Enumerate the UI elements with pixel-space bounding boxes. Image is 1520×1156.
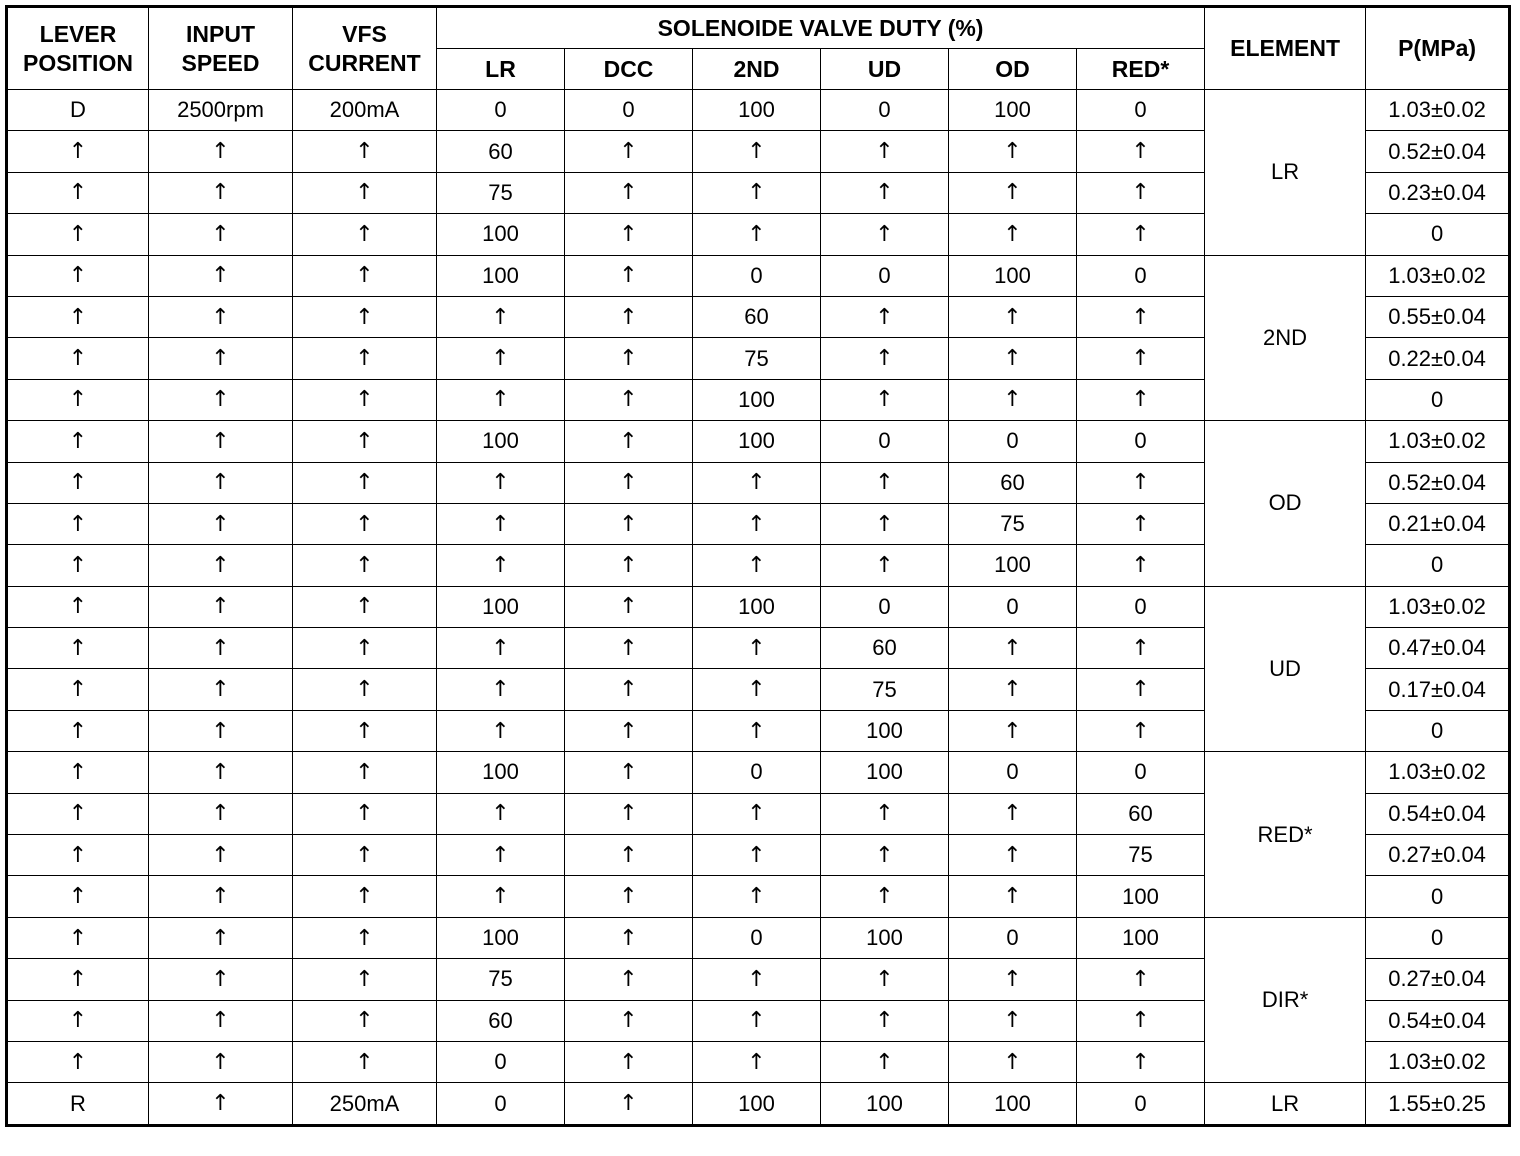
header-input-speed: INPUT SPEED xyxy=(149,7,293,90)
cell-lr-duty: ↑ xyxy=(437,876,565,917)
cell-lr-duty: ↑ xyxy=(437,710,565,751)
cell-input-speed: ↑ xyxy=(149,959,293,1000)
header-solenoid-od: OD xyxy=(949,49,1077,90)
cell-lever-position: ↑ xyxy=(7,752,149,793)
cell-od-duty: ↑ xyxy=(949,793,1077,834)
cell-lr-duty: 60 xyxy=(437,131,565,172)
cell-2nd-duty: ↑ xyxy=(693,172,821,213)
table-row xyxy=(7,90,1510,131)
spec-table-container xyxy=(5,5,1511,1127)
cell-red-duty: ↑ xyxy=(1077,131,1205,172)
cell-2nd-duty: 100 xyxy=(693,421,821,462)
cell-dcc-duty: ↑ xyxy=(565,462,693,503)
cell-pressure: 0.27±0.04 xyxy=(1366,959,1510,1000)
cell-2nd-duty: ↑ xyxy=(693,628,821,669)
cell-lr-duty: ↑ xyxy=(437,379,565,420)
cell-2nd-duty: 60 xyxy=(693,296,821,337)
cell-od-duty: 0 xyxy=(949,917,1077,958)
cell-lever-position: ↑ xyxy=(7,876,149,917)
cell-vfs-current: ↑ xyxy=(293,545,437,586)
cell-ud-duty: ↑ xyxy=(821,462,949,503)
cell-2nd-duty: 0 xyxy=(693,752,821,793)
cell-od-duty: 100 xyxy=(949,90,1077,131)
cell-lever-position: ↑ xyxy=(7,1000,149,1041)
cell-input-speed: ↑ xyxy=(149,1083,293,1125)
cell-od-duty: 0 xyxy=(949,421,1077,462)
cell-red-duty: ↑ xyxy=(1077,710,1205,751)
table-row xyxy=(7,255,1510,296)
cell-ud-duty: 100 xyxy=(821,1083,949,1125)
cell-vfs-current: ↑ xyxy=(293,172,437,213)
cell-red-duty: ↑ xyxy=(1077,503,1205,544)
cell-lever-position: ↑ xyxy=(7,793,149,834)
cell-2nd-duty: 75 xyxy=(693,338,821,379)
cell-pressure: 0 xyxy=(1366,710,1510,751)
cell-ud-duty: ↑ xyxy=(821,793,949,834)
cell-element: LR xyxy=(1205,90,1366,256)
cell-pressure: 1.03±0.02 xyxy=(1366,752,1510,793)
cell-input-speed: ↑ xyxy=(149,421,293,462)
cell-lr-duty: ↑ xyxy=(437,462,565,503)
cell-lever-position: ↑ xyxy=(7,959,149,1000)
cell-lever-position: ↑ xyxy=(7,628,149,669)
cell-od-duty: ↑ xyxy=(949,710,1077,751)
cell-ud-duty: 100 xyxy=(821,917,949,958)
cell-lr-duty: ↑ xyxy=(437,338,565,379)
cell-2nd-duty: ↑ xyxy=(693,462,821,503)
header-solenoid-dcc: DCC xyxy=(565,49,693,90)
cell-vfs-current: ↑ xyxy=(293,214,437,255)
cell-input-speed: ↑ xyxy=(149,710,293,751)
cell-lever-position: ↑ xyxy=(7,338,149,379)
cell-red-duty: ↑ xyxy=(1077,214,1205,255)
cell-lever-position: R xyxy=(7,1083,149,1125)
cell-vfs-current: ↑ xyxy=(293,752,437,793)
cell-pressure: 0.54±0.04 xyxy=(1366,793,1510,834)
cell-dcc-duty: ↑ xyxy=(565,917,693,958)
cell-ud-duty: ↑ xyxy=(821,503,949,544)
cell-lr-duty: 100 xyxy=(437,421,565,462)
cell-lr-duty: ↑ xyxy=(437,835,565,876)
cell-vfs-current: ↑ xyxy=(293,959,437,1000)
cell-lever-position: ↑ xyxy=(7,131,149,172)
cell-dcc-duty: ↑ xyxy=(565,421,693,462)
cell-ud-duty: ↑ xyxy=(821,214,949,255)
cell-red-duty: ↑ xyxy=(1077,669,1205,710)
cell-2nd-duty: ↑ xyxy=(693,876,821,917)
cell-2nd-duty: ↑ xyxy=(693,710,821,751)
cell-lever-position: D xyxy=(7,90,149,131)
cell-input-speed: ↑ xyxy=(149,503,293,544)
cell-input-speed: ↑ xyxy=(149,669,293,710)
cell-pressure: 0 xyxy=(1366,214,1510,255)
cell-pressure: 0 xyxy=(1366,545,1510,586)
cell-ud-duty: ↑ xyxy=(821,172,949,213)
cell-input-speed: ↑ xyxy=(149,876,293,917)
cell-input-speed: ↑ xyxy=(149,917,293,958)
cell-pressure: 1.03±0.02 xyxy=(1366,90,1510,131)
cell-lever-position: ↑ xyxy=(7,503,149,544)
cell-red-duty: ↑ xyxy=(1077,172,1205,213)
cell-2nd-duty: 0 xyxy=(693,917,821,958)
cell-od-duty: ↑ xyxy=(949,1000,1077,1041)
table-row xyxy=(7,917,1510,958)
cell-od-duty: 0 xyxy=(949,586,1077,627)
cell-2nd-duty: ↑ xyxy=(693,835,821,876)
cell-ud-duty: ↑ xyxy=(821,545,949,586)
cell-lr-duty: ↑ xyxy=(437,793,565,834)
cell-vfs-current: ↑ xyxy=(293,338,437,379)
cell-vfs-current: ↑ xyxy=(293,131,437,172)
cell-input-speed: ↑ xyxy=(149,462,293,503)
cell-ud-duty: ↑ xyxy=(821,1000,949,1041)
cell-od-duty: 60 xyxy=(949,462,1077,503)
cell-red-duty: ↑ xyxy=(1077,1041,1205,1082)
cell-od-duty: ↑ xyxy=(949,876,1077,917)
table-row xyxy=(7,752,1510,793)
header-solenoid-valve-duty: SOLENOIDE VALVE DUTY (%) xyxy=(437,7,1205,49)
cell-2nd-duty: ↑ xyxy=(693,959,821,1000)
cell-element: DIR* xyxy=(1205,917,1366,1083)
cell-red-duty: ↑ xyxy=(1077,462,1205,503)
cell-ud-duty: 75 xyxy=(821,669,949,710)
cell-lr-duty: ↑ xyxy=(437,296,565,337)
cell-red-duty: 75 xyxy=(1077,835,1205,876)
cell-lr-duty: 60 xyxy=(437,1000,565,1041)
cell-od-duty: 100 xyxy=(949,255,1077,296)
cell-od-duty: ↑ xyxy=(949,379,1077,420)
cell-vfs-current: ↑ xyxy=(293,835,437,876)
cell-dcc-duty: ↑ xyxy=(565,669,693,710)
cell-pressure: 0.17±0.04 xyxy=(1366,669,1510,710)
cell-lr-duty: ↑ xyxy=(437,545,565,586)
cell-pressure: 1.03±0.02 xyxy=(1366,1041,1510,1082)
cell-lever-position: ↑ xyxy=(7,586,149,627)
cell-ud-duty: ↑ xyxy=(821,835,949,876)
header-pressure: P(MPa) xyxy=(1366,7,1510,90)
cell-lr-duty: 0 xyxy=(437,1083,565,1125)
cell-vfs-current: 200mA xyxy=(293,90,437,131)
cell-od-duty: ↑ xyxy=(949,835,1077,876)
cell-red-duty: ↑ xyxy=(1077,628,1205,669)
cell-lever-position: ↑ xyxy=(7,214,149,255)
cell-pressure: 0.55±0.04 xyxy=(1366,296,1510,337)
cell-element: OD xyxy=(1205,421,1366,587)
cell-red-duty: ↑ xyxy=(1077,338,1205,379)
cell-lr-duty: ↑ xyxy=(437,628,565,669)
cell-red-duty: ↑ xyxy=(1077,1000,1205,1041)
cell-dcc-duty: ↑ xyxy=(565,338,693,379)
cell-vfs-current: ↑ xyxy=(293,1041,437,1082)
cell-2nd-duty: ↑ xyxy=(693,131,821,172)
cell-ud-duty: 60 xyxy=(821,628,949,669)
cell-input-speed: ↑ xyxy=(149,214,293,255)
cell-2nd-duty: ↑ xyxy=(693,669,821,710)
cell-lr-duty: 100 xyxy=(437,214,565,255)
cell-dcc-duty: 0 xyxy=(565,90,693,131)
cell-dcc-duty: ↑ xyxy=(565,959,693,1000)
cell-vfs-current: 250mA xyxy=(293,1083,437,1125)
cell-2nd-duty: ↑ xyxy=(693,214,821,255)
header-element: ELEMENT xyxy=(1205,7,1366,90)
cell-dcc-duty: ↑ xyxy=(565,172,693,213)
header-solenoid-2nd: 2ND xyxy=(693,49,821,90)
cell-2nd-duty: 0 xyxy=(693,255,821,296)
cell-lr-duty: 0 xyxy=(437,1041,565,1082)
cell-pressure: 0.54±0.04 xyxy=(1366,1000,1510,1041)
cell-lr-duty: 0 xyxy=(437,90,565,131)
cell-ud-duty: 100 xyxy=(821,710,949,751)
cell-dcc-duty: ↑ xyxy=(565,1000,693,1041)
cell-input-speed: ↑ xyxy=(149,131,293,172)
cell-lever-position: ↑ xyxy=(7,917,149,958)
cell-vfs-current: ↑ xyxy=(293,917,437,958)
cell-od-duty: 0 xyxy=(949,752,1077,793)
cell-red-duty: 100 xyxy=(1077,917,1205,958)
cell-dcc-duty: ↑ xyxy=(565,752,693,793)
cell-vfs-current: ↑ xyxy=(293,462,437,503)
cell-dcc-duty: ↑ xyxy=(565,545,693,586)
cell-vfs-current: ↑ xyxy=(293,296,437,337)
cell-pressure: 0.21±0.04 xyxy=(1366,503,1510,544)
cell-input-speed: ↑ xyxy=(149,835,293,876)
cell-dcc-duty: ↑ xyxy=(565,876,693,917)
cell-dcc-duty: ↑ xyxy=(565,379,693,420)
cell-2nd-duty: 100 xyxy=(693,379,821,420)
cell-lr-duty: 75 xyxy=(437,959,565,1000)
cell-ud-duty: 100 xyxy=(821,752,949,793)
cell-dcc-duty: ↑ xyxy=(565,214,693,255)
cell-ud-duty: ↑ xyxy=(821,131,949,172)
cell-pressure: 0.47±0.04 xyxy=(1366,628,1510,669)
cell-lever-position: ↑ xyxy=(7,710,149,751)
cell-dcc-duty: ↑ xyxy=(565,1083,693,1125)
cell-input-speed: ↑ xyxy=(149,545,293,586)
header-solenoid-red: RED* xyxy=(1077,49,1205,90)
cell-ud-duty: ↑ xyxy=(821,296,949,337)
cell-vfs-current: ↑ xyxy=(293,628,437,669)
cell-od-duty: ↑ xyxy=(949,338,1077,379)
cell-vfs-current: ↑ xyxy=(293,503,437,544)
cell-lr-duty: 100 xyxy=(437,917,565,958)
cell-od-duty: ↑ xyxy=(949,959,1077,1000)
cell-ud-duty: ↑ xyxy=(821,876,949,917)
cell-dcc-duty: ↑ xyxy=(565,1041,693,1082)
cell-input-speed: ↑ xyxy=(149,379,293,420)
cell-pressure: 0 xyxy=(1366,876,1510,917)
cell-red-duty: 0 xyxy=(1077,255,1205,296)
cell-red-duty: ↑ xyxy=(1077,379,1205,420)
cell-input-speed: ↑ xyxy=(149,172,293,213)
cell-red-duty: 0 xyxy=(1077,752,1205,793)
cell-lever-position: ↑ xyxy=(7,835,149,876)
cell-ud-duty: 0 xyxy=(821,421,949,462)
cell-lr-duty: 100 xyxy=(437,255,565,296)
header-vfs-current: VFS CURRENT xyxy=(293,7,437,90)
cell-red-duty: 60 xyxy=(1077,793,1205,834)
cell-od-duty: ↑ xyxy=(949,296,1077,337)
cell-input-speed: ↑ xyxy=(149,793,293,834)
cell-ud-duty: ↑ xyxy=(821,959,949,1000)
cell-2nd-duty: ↑ xyxy=(693,793,821,834)
cell-red-duty: 0 xyxy=(1077,1083,1205,1125)
cell-vfs-current: ↑ xyxy=(293,1000,437,1041)
cell-ud-duty: ↑ xyxy=(821,338,949,379)
cell-dcc-duty: ↑ xyxy=(565,835,693,876)
cell-ud-duty: 0 xyxy=(821,586,949,627)
cell-element: RED* xyxy=(1205,752,1366,918)
cell-pressure: 0 xyxy=(1366,379,1510,420)
cell-dcc-duty: ↑ xyxy=(565,710,693,751)
cell-red-duty: 0 xyxy=(1077,421,1205,462)
cell-pressure: 0 xyxy=(1366,917,1510,958)
cell-pressure: 0.23±0.04 xyxy=(1366,172,1510,213)
header-solenoid-ud: UD xyxy=(821,49,949,90)
cell-input-speed: ↑ xyxy=(149,1041,293,1082)
cell-red-duty: 100 xyxy=(1077,876,1205,917)
cell-lever-position: ↑ xyxy=(7,669,149,710)
cell-input-speed: ↑ xyxy=(149,1000,293,1041)
cell-od-duty: 75 xyxy=(949,503,1077,544)
cell-od-duty: ↑ xyxy=(949,131,1077,172)
cell-red-duty: ↑ xyxy=(1077,959,1205,1000)
cell-vfs-current: ↑ xyxy=(293,669,437,710)
table-row xyxy=(7,1083,1510,1125)
cell-vfs-current: ↑ xyxy=(293,876,437,917)
cell-red-duty: ↑ xyxy=(1077,545,1205,586)
cell-pressure: 0.22±0.04 xyxy=(1366,338,1510,379)
header-solenoid-lr: LR xyxy=(437,49,565,90)
cell-vfs-current: ↑ xyxy=(293,255,437,296)
cell-dcc-duty: ↑ xyxy=(565,131,693,172)
cell-od-duty: ↑ xyxy=(949,1041,1077,1082)
cell-lever-position: ↑ xyxy=(7,255,149,296)
cell-dcc-duty: ↑ xyxy=(565,793,693,834)
cell-vfs-current: ↑ xyxy=(293,793,437,834)
cell-pressure: 1.03±0.02 xyxy=(1366,255,1510,296)
cell-od-duty: 100 xyxy=(949,1083,1077,1125)
cell-od-duty: 100 xyxy=(949,545,1077,586)
cell-ud-duty: ↑ xyxy=(821,1041,949,1082)
cell-2nd-duty: ↑ xyxy=(693,1041,821,1082)
cell-vfs-current: ↑ xyxy=(293,421,437,462)
cell-dcc-duty: ↑ xyxy=(565,255,693,296)
cell-lever-position: ↑ xyxy=(7,379,149,420)
cell-input-speed: ↑ xyxy=(149,296,293,337)
cell-vfs-current: ↑ xyxy=(293,379,437,420)
cell-od-duty: ↑ xyxy=(949,669,1077,710)
cell-vfs-current: ↑ xyxy=(293,710,437,751)
cell-lever-position: ↑ xyxy=(7,1041,149,1082)
cell-od-duty: ↑ xyxy=(949,172,1077,213)
cell-element: UD xyxy=(1205,586,1366,752)
cell-lr-duty: 100 xyxy=(437,586,565,627)
solenoid-valve-duty-table xyxy=(5,5,1511,1127)
cell-lr-duty: ↑ xyxy=(437,669,565,710)
cell-2nd-duty: 100 xyxy=(693,1083,821,1125)
cell-2nd-duty: ↑ xyxy=(693,503,821,544)
cell-pressure: 0.52±0.04 xyxy=(1366,131,1510,172)
cell-od-duty: ↑ xyxy=(949,214,1077,255)
cell-lever-position: ↑ xyxy=(7,462,149,503)
cell-input-speed: ↑ xyxy=(149,255,293,296)
cell-pressure: 0.27±0.04 xyxy=(1366,835,1510,876)
cell-input-speed: ↑ xyxy=(149,586,293,627)
cell-2nd-duty: ↑ xyxy=(693,1000,821,1041)
cell-ud-duty: ↑ xyxy=(821,379,949,420)
cell-element: 2ND xyxy=(1205,255,1366,421)
table-row xyxy=(7,586,1510,627)
cell-lever-position: ↑ xyxy=(7,421,149,462)
cell-input-speed: 2500rpm xyxy=(149,90,293,131)
cell-vfs-current: ↑ xyxy=(293,586,437,627)
cell-lever-position: ↑ xyxy=(7,545,149,586)
cell-dcc-duty: ↑ xyxy=(565,296,693,337)
cell-2nd-duty: 100 xyxy=(693,90,821,131)
cell-red-duty: 0 xyxy=(1077,586,1205,627)
cell-pressure: 1.03±0.02 xyxy=(1366,586,1510,627)
cell-dcc-duty: ↑ xyxy=(565,586,693,627)
cell-lever-position: ↑ xyxy=(7,172,149,213)
cell-input-speed: ↑ xyxy=(149,338,293,379)
cell-red-duty: 0 xyxy=(1077,90,1205,131)
cell-ud-duty: 0 xyxy=(821,90,949,131)
cell-lr-duty: 100 xyxy=(437,752,565,793)
cell-pressure: 1.03±0.02 xyxy=(1366,421,1510,462)
cell-od-duty: ↑ xyxy=(949,628,1077,669)
cell-element: LR xyxy=(1205,1083,1366,1125)
header-lever-position: LEVER POSITION xyxy=(7,7,149,90)
table-row xyxy=(7,421,1510,462)
cell-lever-position: ↑ xyxy=(7,296,149,337)
cell-dcc-duty: ↑ xyxy=(565,503,693,544)
cell-2nd-duty: ↑ xyxy=(693,545,821,586)
cell-2nd-duty: 100 xyxy=(693,586,821,627)
cell-input-speed: ↑ xyxy=(149,628,293,669)
cell-pressure: 0.52±0.04 xyxy=(1366,462,1510,503)
cell-ud-duty: 0 xyxy=(821,255,949,296)
cell-dcc-duty: ↑ xyxy=(565,628,693,669)
cell-red-duty: ↑ xyxy=(1077,296,1205,337)
cell-input-speed: ↑ xyxy=(149,752,293,793)
cell-lr-duty: ↑ xyxy=(437,503,565,544)
cell-lr-duty: 75 xyxy=(437,172,565,213)
table-body xyxy=(7,90,1510,1126)
cell-pressure: 1.55±0.25 xyxy=(1366,1083,1510,1125)
